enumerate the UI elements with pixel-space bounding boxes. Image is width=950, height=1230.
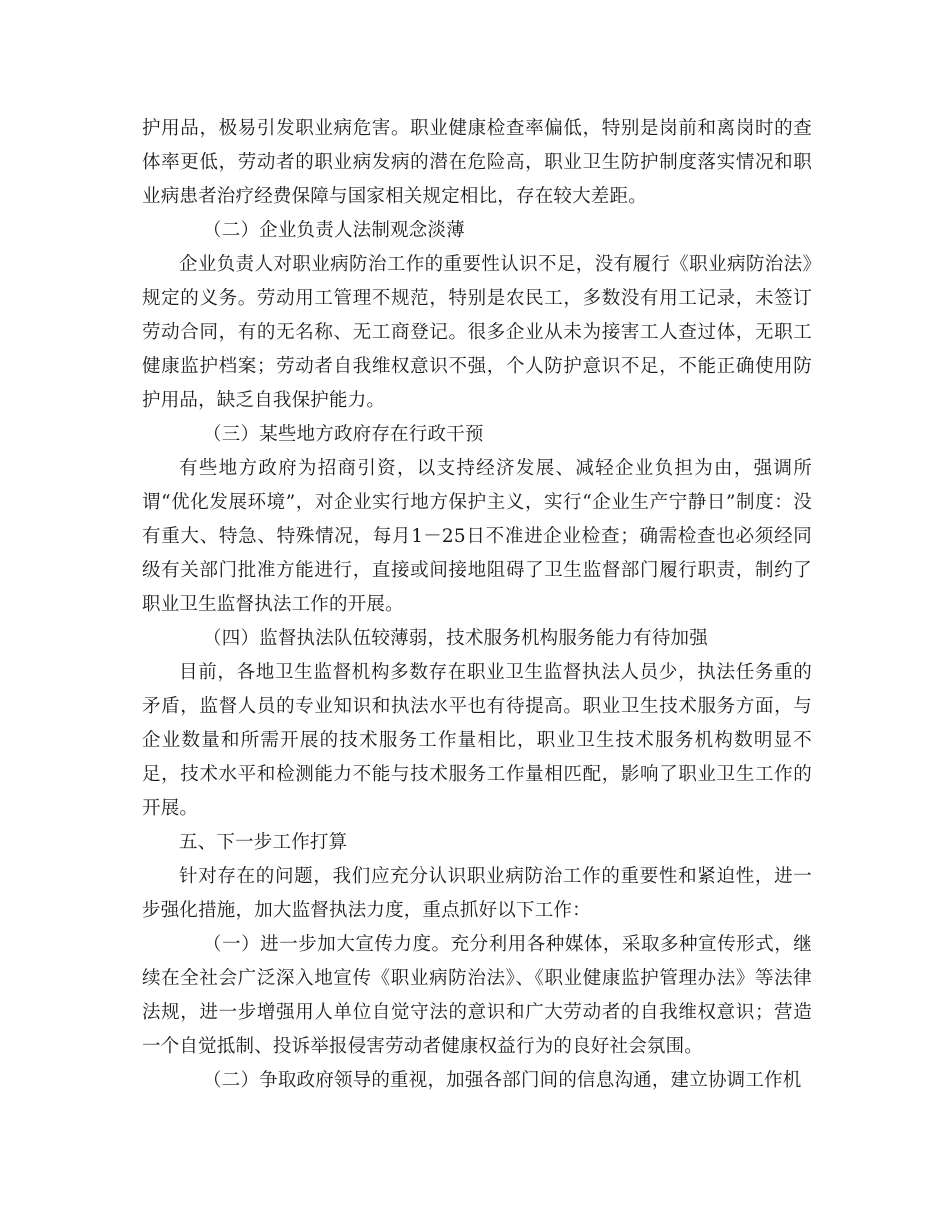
chapter-heading-5: 五、下一步工作打算 <box>179 832 348 853</box>
paragraph-continuation: 护用品，极易引发职业病危害。职业健康检查率偏低，特别是岗前和离岗时的查体率更低，劳动者的职业病发病的潜在危险高，职业卫生防护制度落实情况和职业病患者治疗经费保障与国家相关规定相比，存在较大差距。 <box>142 118 812 207</box>
paragraph: 目前，各地卫生监督机构多数存在职业卫生监督执法人员少，执法任务重的矛盾，监督人员的专业知识和执法水平也有待提高。职业卫生技术服务方面，与企业数量和所需开展的技术服务工作量相比，职业卫生技术服务机构数明显不足，技术水平和检测能力不能与技术服务工作量相匹配，影响了职业卫生工作的开展。 <box>142 662 812 819</box>
work-item-2: （二）争取政府领导的重视，加强各部门间的信息沟通，建立协调工作机 <box>203 1070 802 1091</box>
section-heading-2: （二）企业负责人法制观念淡薄 <box>203 220 465 241</box>
section-heading-3: （三）某些地方政府存在行政干预 <box>203 424 484 445</box>
paragraph: 针对存在的问题，我们应充分认识职业病防治工作的重要性和紧迫性，进一步强化措施，加大监督执法力度，重点抓好以下工作： <box>142 866 812 921</box>
paragraph: 企业负责人对职业病防治工作的重要性认识不足，没有履行《职业病防治法》规定的义务。劳动用工管理不规范，特别是农民工，多数没有用工记录，未签订劳动合同，有的无名称、无工商登记。很多企业从未为接害工人查过体，无职工健康监护档案；劳动者自我维权意识不强，个人防护意识不足，不能正确使用防护用品，缺乏自我保护能力。 <box>142 254 812 411</box>
document-body <box>142 112 812 1098</box>
paragraph: 有些地方政府为招商引资，以支持经济发展、减轻企业负担为由，强调所谓“优化发展环境”，对企业实行地方保护主义，实行“企业生产宁静日”制度：没有重大、特急、特殊情况，每月1－25日不准进企业检查；确需检查也必须经同级有关部门批准方能进行，直接或间接地阻碍了卫生监督部门履行职责，制约了职业卫生监督执法工作的开展。 <box>142 458 812 615</box>
work-item-1: （一）进一步加大宣传力度。充分利用各种媒体，采取多种宣传形式，继续在全社会广泛深入地宣传《职业病防治法》、《职业健康监护管理办法》等法律法规，进一步增强用人单位自觉守法的意识和广大劳动者的自我维权意识；营造一个自觉抵制、投诉举报侵害劳动者健康权益行为的良好社会氛围。 <box>142 934 812 1057</box>
section-heading-4: （四）监督执法队伍较薄弱，技术服务机构服务能力有待加强 <box>203 628 708 649</box>
